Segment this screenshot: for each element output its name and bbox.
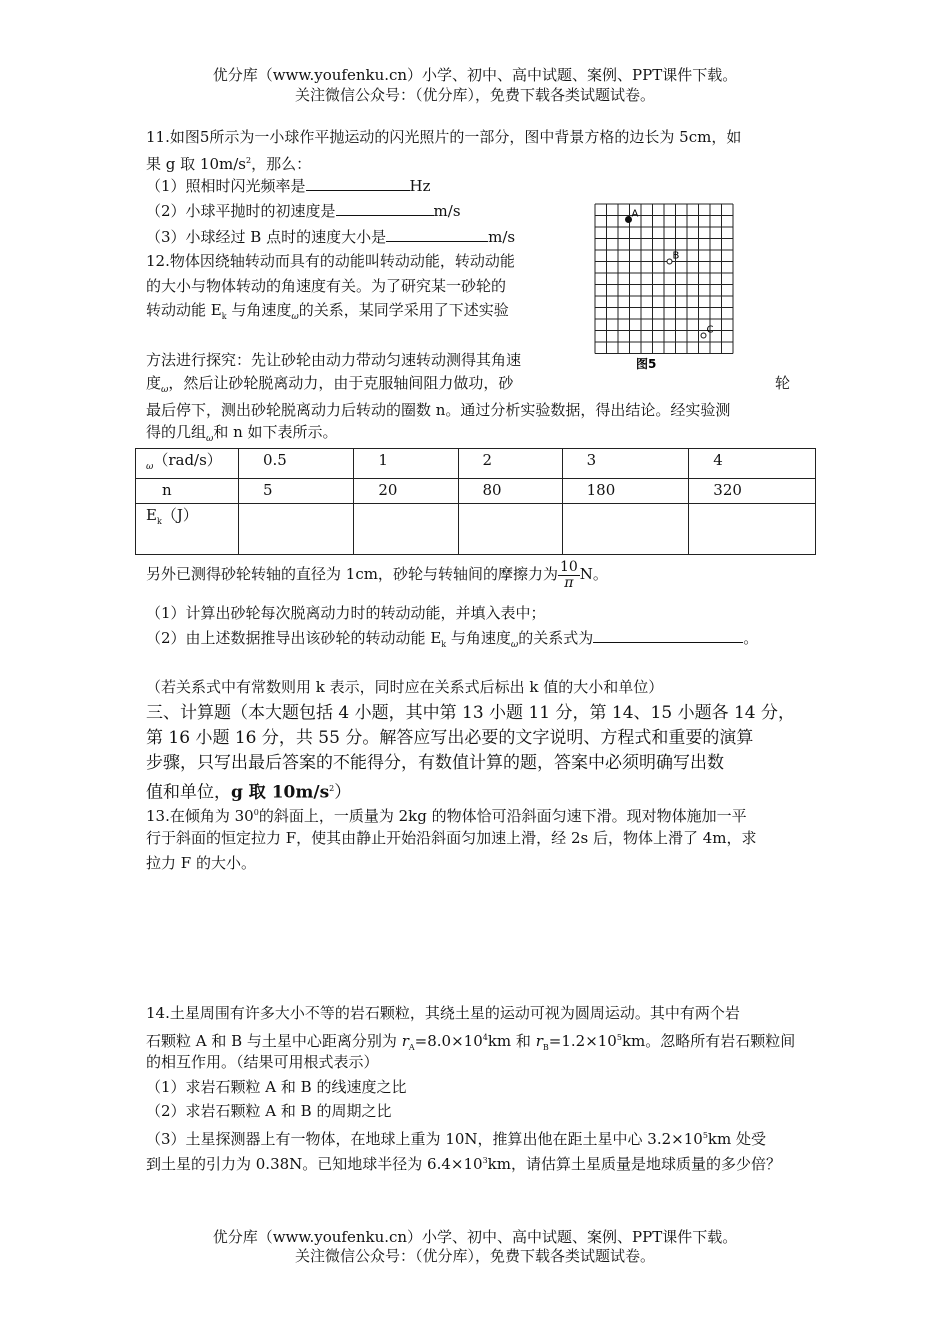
page-footer-line1: 优分库（www.youfenku.cn）小学、初中、高中试题、案例、PPT课件下载。 xyxy=(212,1228,738,1246)
q14-part1: （1）求岩石颗粒 A 和 B 的线速度之比 xyxy=(146,1078,407,1096)
q12-line7: 得的几组$_\omega$和 n 如下表所示。 xyxy=(146,423,338,444)
q12-line4: 方法进行探究：先让砂轮由动力带动匀速转动测得其角速 xyxy=(146,351,522,369)
table-row-omega xyxy=(136,449,816,479)
table-cell: 20 xyxy=(354,479,458,504)
table-cell: 3 xyxy=(562,449,689,479)
answer-blank[interactable] xyxy=(306,176,410,191)
table-row-n xyxy=(136,479,816,504)
projectile-grid-figure xyxy=(590,198,770,378)
section3-instructions: 三、计算题（本大题包括 4 小题，其中第 13 小题 11 分，第 14、15 小题各 14 分， 第 16 小题 16 分，共 55 分。解答应写出必要的文字说明、方程式和重要的演算 步骤，只写出最后答案的不能得分，有数值计算的题，答案中必须明确写出数 值和单位，g 取 $10m/s^2$） xyxy=(146,703,796,803)
q12-line6: 最后停下，测出砂轮脱离动力后转动的圈数 n。通过分析实验数据，得出结论。经实验测 xyxy=(146,401,731,419)
rotation-data-table xyxy=(135,448,816,555)
q14-line3: 的相互作用。（结果可用根式表示） xyxy=(146,1053,379,1071)
table-cell: 180 xyxy=(562,479,689,504)
answer-blank[interactable] xyxy=(386,227,488,242)
q12-line3: 转动动能 $E_k$ 与角速度$_\omega$的关系，某同学采用了下述实验 xyxy=(146,301,509,322)
page-footer-line2: 关注微信公众号：（优分库），免费下载各类试题试卷。 xyxy=(294,1247,655,1265)
table-cell-empty[interactable] xyxy=(458,504,562,555)
q13-line3: 拉力 F 的大小。 xyxy=(146,854,256,872)
q14-part3-cont: 到土星的引力为 0.38N。已知地球半径为 $6.4\times 10^3km$，请估算土星质量是地球质量的多少倍？ xyxy=(146,1155,781,1173)
q12-line1: 12.物体因绕轴转动而具有的动能叫转动动能，转动动能 xyxy=(146,252,515,270)
q12-line5: 度$_\omega$，然后让砂轮脱离动力，由于克服轴间阻力做功，砂 xyxy=(146,374,514,395)
q14-part2: （2）求岩石颗粒 A 和 B 的周期之比 xyxy=(146,1102,392,1120)
q12-line5-end: 轮 xyxy=(775,374,791,392)
fraction: $\frac{10}{\pi}$ xyxy=(559,558,578,591)
table-header-ek: $E_k(J)$ xyxy=(136,504,239,555)
table-row-ek xyxy=(136,504,816,555)
q12-sub2: （2）由上述数据推导出该砂轮的转动动能 $E_k$ 与角速度$_\omega$的关系式为 。 xyxy=(146,629,759,650)
q12-line2: 的大小与物体转动的角速度有关。为了研究某一砂轮的 xyxy=(146,277,507,295)
q13-line1: 13.在倾角为 $30^0$的斜面上，一质量为 2kg 的物体恰可沿斜面匀速下滑。现对物体施加一平 xyxy=(146,807,747,825)
ball-position-c xyxy=(701,333,706,338)
q11-line2: 果 g 取 $10m/s^2$，那么： xyxy=(146,155,312,173)
q11-part1: （1）照相时闪光频率是 Hz xyxy=(146,177,431,195)
table-cell: 2 xyxy=(458,449,562,479)
q14-part3: （3）土星探测器上有一物体，在地球上重为 10N，推算出他在距土星中心 $3.2\times 10^5km$ 处受 xyxy=(146,1130,766,1148)
table-cell-empty[interactable] xyxy=(354,504,458,555)
page-header-line1: 优分库（www.youfenku.cn）小学、初中、高中试题、案例、PPT课件下载。 xyxy=(212,66,738,84)
q12-sub1: （1）计算出砂轮每次脱离动力时的转动动能，并填入表中； xyxy=(146,604,546,622)
q14-line2: 石颗粒 A 和 B 与土星中心距离分别为 $r_A=8.0\times 10^4km$ 和 $r_B=1.2\times 10^5km$。忽略所有岩石颗粒间 xyxy=(146,1032,796,1052)
page-header-line2: 关注微信公众号：（优分库），免费下载各类试题试卷。 xyxy=(294,86,655,104)
q12-note: （若关系式中有常数则用 k 表示，同时应在关系式后标出 k 值的大小和单位） xyxy=(146,678,664,696)
table-cell: 80 xyxy=(458,479,562,504)
q11-line1: 11.如图5所示为一小球作平抛运动的闪光照片的一部分，图中背景方格的边长为 5cm，如 xyxy=(146,128,742,146)
table-header-omega: $_\omega$（rad/s） xyxy=(136,449,239,479)
table-cell: 5 xyxy=(239,479,354,504)
point-label: C xyxy=(706,324,714,336)
ball-position-b xyxy=(667,259,672,264)
table-cell-empty[interactable] xyxy=(239,504,354,555)
q11-part2: （2）小球平抛时的初速度是 m/s xyxy=(146,202,461,220)
q13-line2: 行于斜面的恒定拉力 F，使其由静止开始沿斜面匀加速上滑，经 2s 后，物体上滑了 4m，求 xyxy=(146,829,757,847)
table-cell: 1 xyxy=(354,449,458,479)
figure-caption: 图5 xyxy=(636,357,657,371)
table-cell: 0.5 xyxy=(239,449,354,479)
answer-blank[interactable] xyxy=(336,201,434,216)
table-cell-empty[interactable] xyxy=(689,504,816,555)
friction-line: 另外已测得砂轮转轴的直径为 1cm，砂轮与转轴间的摩擦力为 $\frac{10}{\pi}$ N。 xyxy=(146,558,608,591)
table-cell: 320 xyxy=(689,479,816,504)
q14-line1: 14.土星周围有许多大小不等的岩石颗粒，其绕土星的运动可视为圆周运动。其中有两个岩 xyxy=(146,1004,740,1022)
answer-blank[interactable] xyxy=(593,628,743,643)
table-cell-empty[interactable] xyxy=(562,504,689,555)
q11-part3: （3）小球经过 B 点时的速度大小是 m/s xyxy=(146,228,516,246)
point-label: B xyxy=(672,250,680,262)
table-cell: 4 xyxy=(689,449,816,479)
point-label: A xyxy=(631,208,639,220)
table-header-n: n xyxy=(136,479,239,504)
